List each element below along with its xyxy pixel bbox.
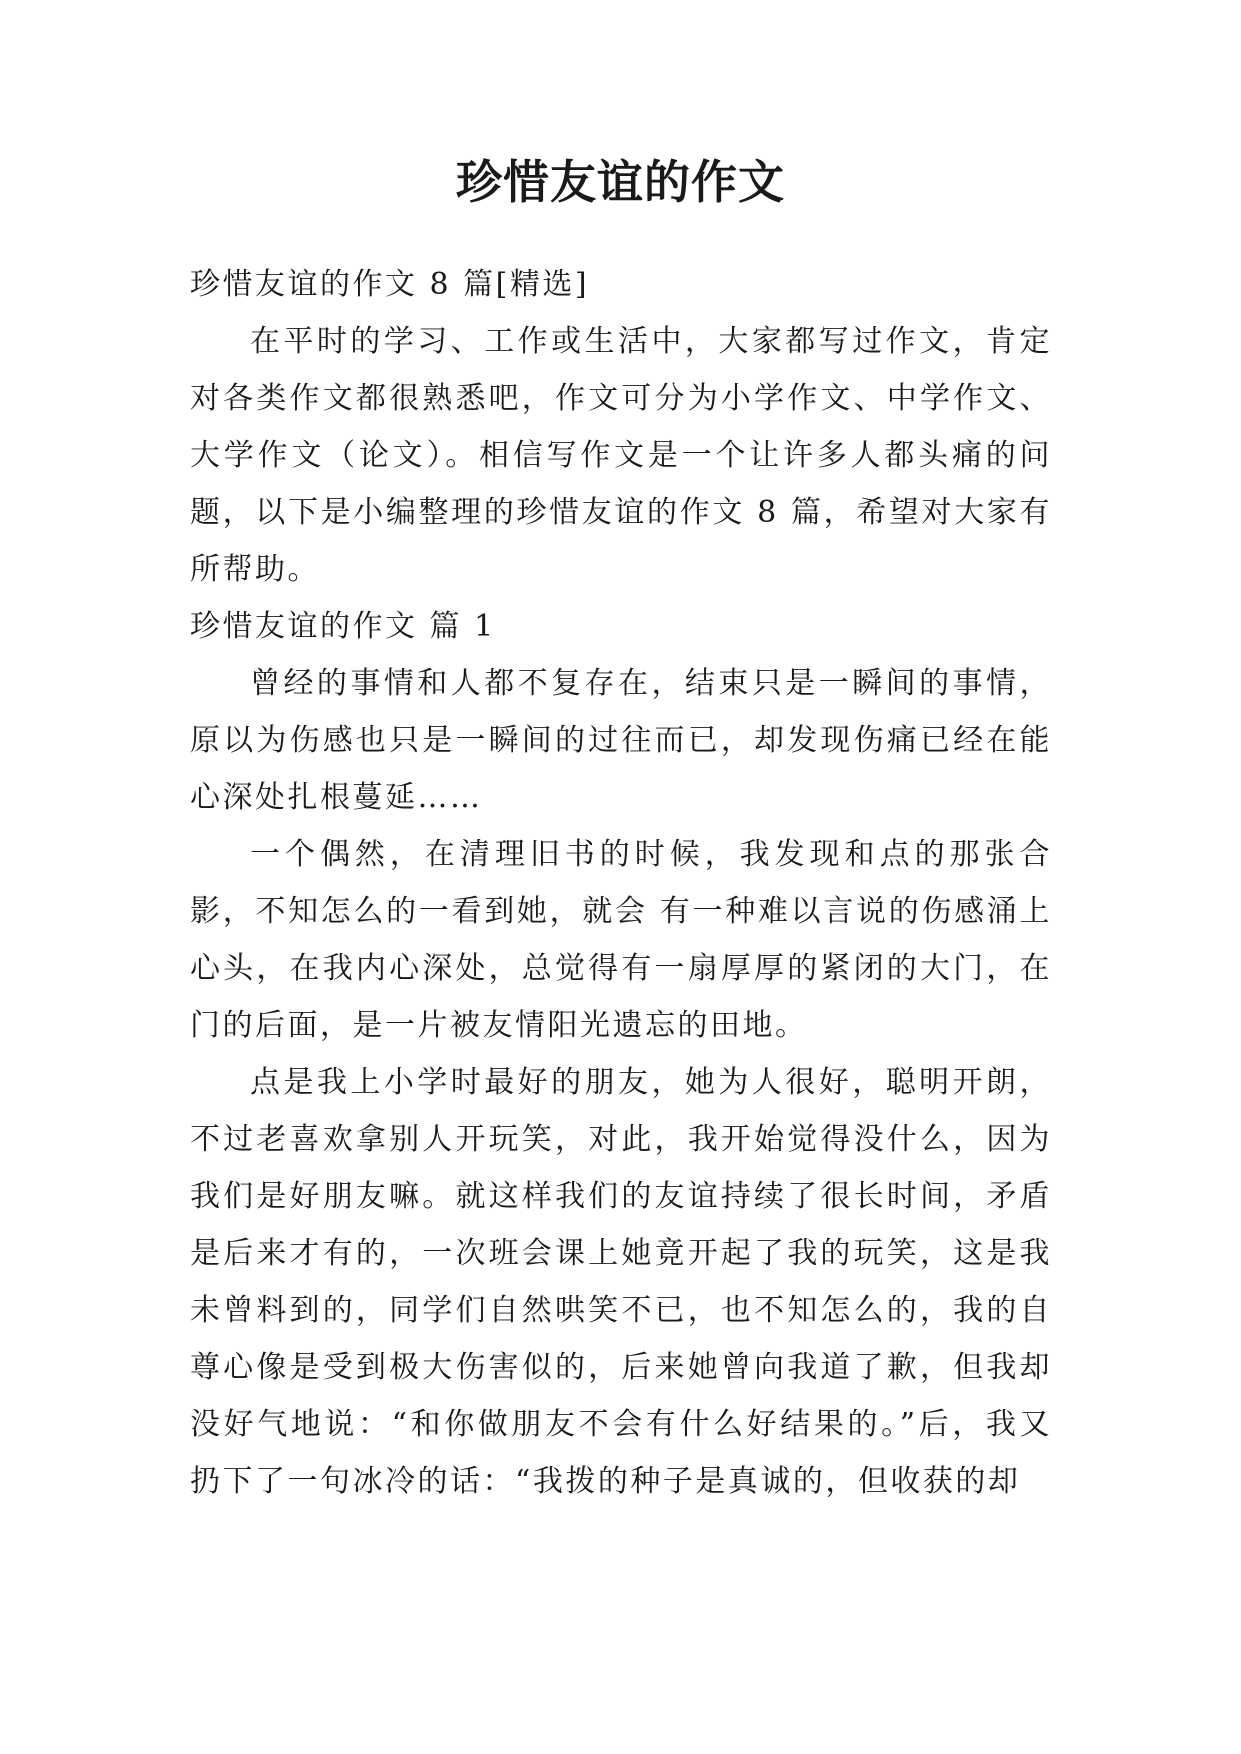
intro-paragraph: 在平时的学习、工作或生活中，大家都写过作文，肯定对各类作文都很熟悉吧，作文可分为小学作文、中学作文、大学作文（论文）。相信写作文是一个让许多人都头痛的问题，以下是小编整理的珍惜友谊的作文 8 篇，希望对大家有所帮助。	[190, 324, 1052, 587]
body-paragraph: 一个偶然，在清理旧书的时候，我发现和点的那张合影，不知怎么的一看到她，就会 有一种难以言说的伤感涌上心头，在我内心深处，总觉得有一扇厚厚的紧闭的大门，在门的后面，是一片被友情阳光遗忘的田地。	[190, 837, 1052, 1043]
document-body	[190, 256, 1052, 1510]
body-paragraph: 点是我上小学时最好的朋友，她为人很好，聪明开朗，不过老喜欢拿别人开玩笑，对此，我开始觉得没什么，因为我们是好朋友嘛。就这样我们的友谊持续了很长时间，矛盾是后来才有的，一次班会课上她竟开起了我的玩笑，这是我未曾料到的，同学们自然哄笑不已，也不知怎么的，我的自尊心像是受到极大伤害似的，后来她曾向我道了歉，但我却没好气地说：“和你做朋友不会有什么好结果的。”后，我又扔下了一句冰冷的话：“我拨的种子是真诚的，但收获的却	[190, 1065, 1052, 1499]
body-paragraph: 曾经的事情和人都不复存在，结束只是一瞬间的事情，原以为伤感也只是一瞬间的过往而已，却发现伤痛已经在能心深处扎根蔓延……	[190, 666, 1052, 815]
document-title: 珍惜友谊的作文	[456, 155, 785, 209]
section-heading: 珍惜友谊的作文 8 篇[精选]	[190, 267, 590, 302]
section-heading: 珍惜友谊的作文 篇 1	[190, 609, 496, 644]
